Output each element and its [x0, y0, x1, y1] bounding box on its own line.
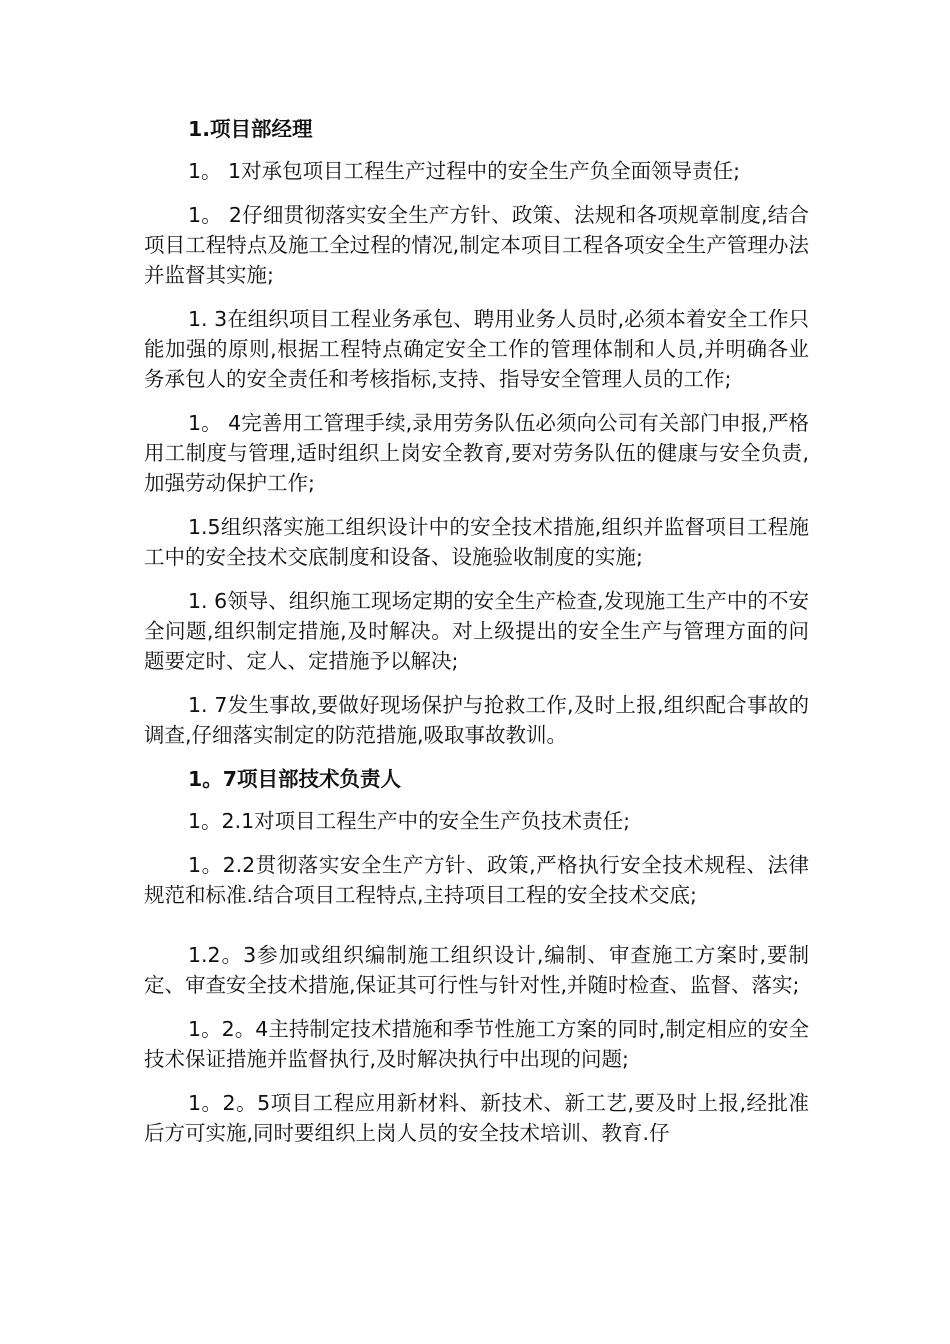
clause-1-2-3: 1.2。3参加或组织编制施工组织设计,编制、审查施工方案时,要制定、审查安全技术措施,保证其可行性与针对性,并随时检查、监督、落实; — [144, 943, 809, 997]
clause-1-6: 1. 6领导、组织施工现场定期的安全生产检查,发现施工生产中的不安全问题,组织制定措施,及时解决。对上级提出的安全生产与管理方面的问题要定时、定人、定措施予以解决; — [144, 589, 809, 673]
document-body — [144, 114, 809, 1162]
clause-1-3: 1. 3在组织项目工程业务承包、聘用业务人员时,必须本着安全工作只能加强的原则,根据工程特点确定安全工作的管理体制和人员,并明确各业务承包人的安全责任和考核指标,支持、指导安全管理人员的工作; — [144, 307, 809, 391]
clause-1-2-2: 1。2.2贯彻落实安全生产方针、政策,严格执行安全技术规程、法律规范和标准.结合项目工程特点,主持项目工程的安全技术交底; — [144, 853, 809, 907]
clause-1-2: 1。 2仔细贯彻落实安全生产方针、政策、法规和各项规章制度,结合项目工程特点及施工全过程的情况,制定本项目工程各项安全生产管理办法并监督其实施; — [144, 203, 809, 287]
clause-1-2-4: 1。2。4主持制定技术措施和季节性施工方案的同时,制定相应的安全技术保证措施并监督执行,及时解决执行中出现的问题; — [144, 1017, 809, 1071]
clause-1-5: 1.5组织落实施工组织设计中的安全技术措施,组织并监督项目工程施工中的安全技术交底制度和设备、设施验收制度的实施; — [144, 515, 809, 569]
clause-1-2-5: 1。2。5项目工程应用新材料、新技术、新工艺,要及时上报,经批准后方可实施,同时要组织上岗人员的安全技术培训、教育.仔 — [144, 1091, 809, 1145]
section-heading-project-manager: 1.项目部经理 — [188, 117, 313, 141]
clause-1-7: 1. 7发生事故,要做好现场保护与抢救工作,及时上报,组织配合事故的调查,仔细落实制定的防范措施,吸取事故教训。 — [144, 693, 809, 747]
clause-1-1: 1。 1对承包项目工程生产过程中的安全生产负全面领导责任; — [188, 159, 741, 183]
section-heading-technical-lead: 1。7项目部技术负责人 — [188, 767, 402, 791]
clause-1-4: 1。 4完善用工管理手续,录用劳务队伍必须向公司有关部门申报,严格用工制度与管理,适时组织上岗安全教育,要对劳务队伍的健康与安全负责,加强劳动保护工作; — [144, 411, 809, 495]
clause-1-2-1: 1。2.1对项目工程生产中的安全生产负技术责任; — [188, 809, 631, 833]
